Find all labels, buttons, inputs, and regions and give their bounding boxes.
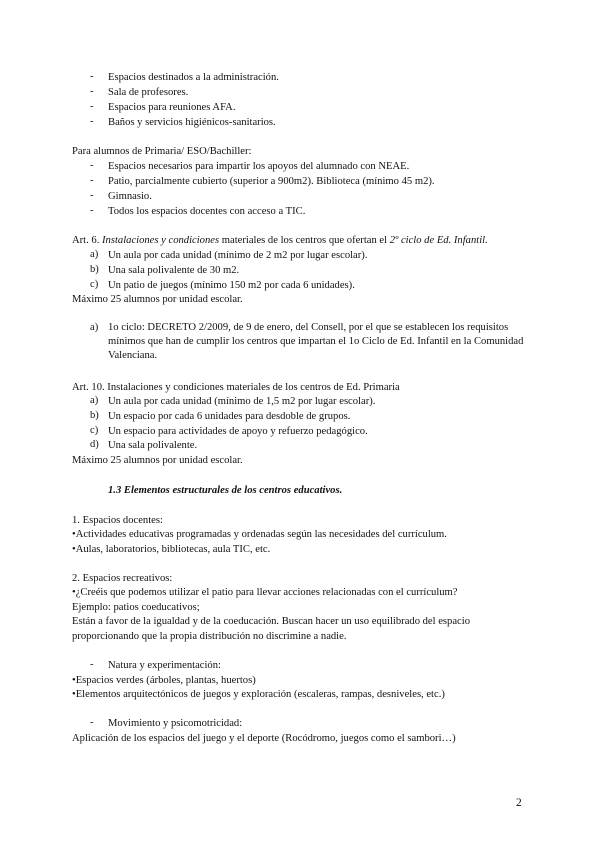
art6-title: Instalaciones y condiciones xyxy=(102,235,220,246)
list-dash: - xyxy=(90,205,94,216)
art6-prefix: Art. 6. xyxy=(72,235,103,246)
art6-level: 2º ciclo de Ed. Infantil. xyxy=(389,235,488,246)
list-item: Patio, parcialmente cubierto (superior a 900m2). Biblioteca (mínimo 45 m2). xyxy=(108,176,435,187)
list-marker: b) xyxy=(90,410,99,421)
section-title: 1.3 Elementos estructurales de los centros educativos. xyxy=(108,485,343,496)
list-marker: d) xyxy=(90,439,99,450)
art6-middle: materiales de los centros que ofertan el xyxy=(219,235,390,246)
list-item: Una sala polivalente de 30 m2. xyxy=(108,265,240,276)
list-dash: - xyxy=(90,717,94,728)
list-item: Un aula por cada unidad (mínimo de 1,5 m2 por lugar escolar). xyxy=(108,396,376,407)
art6-max: Máximo 25 alumnos por unidad escolar. xyxy=(72,294,243,305)
list-dash: - xyxy=(90,71,94,82)
list-marker: c) xyxy=(90,279,99,290)
list-item: Un espacio para actividades de apoyo y refuerzo pedagógico. xyxy=(108,426,368,437)
list-item: Una sala polivalente. xyxy=(108,440,198,451)
list-item: Todos los espacios docentes con acceso a TIC. xyxy=(108,206,306,217)
art10-max: Máximo 25 alumnos por unidad escolar. xyxy=(72,455,243,466)
list-marker: a) xyxy=(90,322,99,333)
list-marker: a) xyxy=(90,395,99,406)
list-item: Baños y servicios higiénicos-sanitarios. xyxy=(108,117,276,128)
list-item: Un aula por cada unidad (mínimo de 2 m2 por lugar escolar). xyxy=(108,250,368,261)
recreativos-line: Ejemplo: patios coeducativos; xyxy=(72,602,200,613)
movimiento-line: Aplicación de los espacios del juego y el deporte (Rocódromo, juegos como el sambori…) xyxy=(72,733,456,744)
docentes-line: •Aulas, laboratorios, bibliotecas, aula TIC, etc. xyxy=(72,544,271,555)
list-item: Espacios necesarios para impartir los apoyos del alumnado con NEAE. xyxy=(108,161,410,172)
list-item: Espacios para reuniones AFA. xyxy=(108,102,236,113)
list-marker: c) xyxy=(90,425,99,436)
list-dash: - xyxy=(90,160,94,171)
natura-label: Natura y experimentación: xyxy=(108,660,221,671)
list-marker: a) xyxy=(90,249,99,260)
recreativos-line: •¿Creéis que podemos utilizar el patio para llevar acciones relacionadas con el currículum? xyxy=(72,587,458,598)
list-item: Un patio de juegos (mínimo 150 m2 por cada 6 unidades). xyxy=(108,280,355,291)
primaria-heading: Para alumnos de Primaria/ ESO/Bachiller: xyxy=(72,146,252,157)
natura-line: •Elementos arquitectónicos de juegos y exploración (escaleras, rampas, desniveles, etc.) xyxy=(72,689,445,700)
natura-line: •Espacios verdes (árboles, plantas, huertos) xyxy=(72,675,256,686)
list-dash: - xyxy=(90,659,94,670)
docentes-line: •Actividades educativas programadas y ordenadas según las necesidades del currículum. xyxy=(72,529,447,540)
decreto-text: 1o ciclo: DECRETO 2/2009, de 9 de enero, del Consell, por el que se establecen los requisitos mínimos que han de cumplir los centros que impartan el 1o Ciclo de Ed. Infantil en la Comunidad Valenciana. xyxy=(108,322,524,361)
list-item: Gimnasio. xyxy=(108,191,152,202)
list-item: Espacios destinados a la administración. xyxy=(108,72,279,83)
list-dash: - xyxy=(90,116,94,127)
list-item: Un espacio por cada 6 unidades para desdoble de grupos. xyxy=(108,411,351,422)
recreativos-heading: 2. Espacios recreativos: xyxy=(72,573,173,584)
recreativos-line: Están a favor de la igualdad y de la coeducación. Buscan hacer un uso equilibrado del espacio xyxy=(72,616,470,627)
list-dash: - xyxy=(90,190,94,201)
list-marker: b) xyxy=(90,264,99,275)
movimiento-label: Movimiento y psicomotricidad: xyxy=(108,718,243,729)
art6-heading xyxy=(72,234,488,247)
art10-heading: Art. 10. Instalaciones y condiciones materiales de los centros de Ed. Primaria xyxy=(72,382,400,393)
list-dash: - xyxy=(90,101,94,112)
list-item: Sala de profesores. xyxy=(108,87,189,98)
docentes-heading: 1. Espacios docentes: xyxy=(72,515,163,526)
list-dash: - xyxy=(90,175,94,186)
recreativos-line: proporcionando que la propia distribución no discrimine a nadie. xyxy=(72,631,347,642)
page-number: 2 xyxy=(516,797,522,809)
list-dash: - xyxy=(90,86,94,97)
